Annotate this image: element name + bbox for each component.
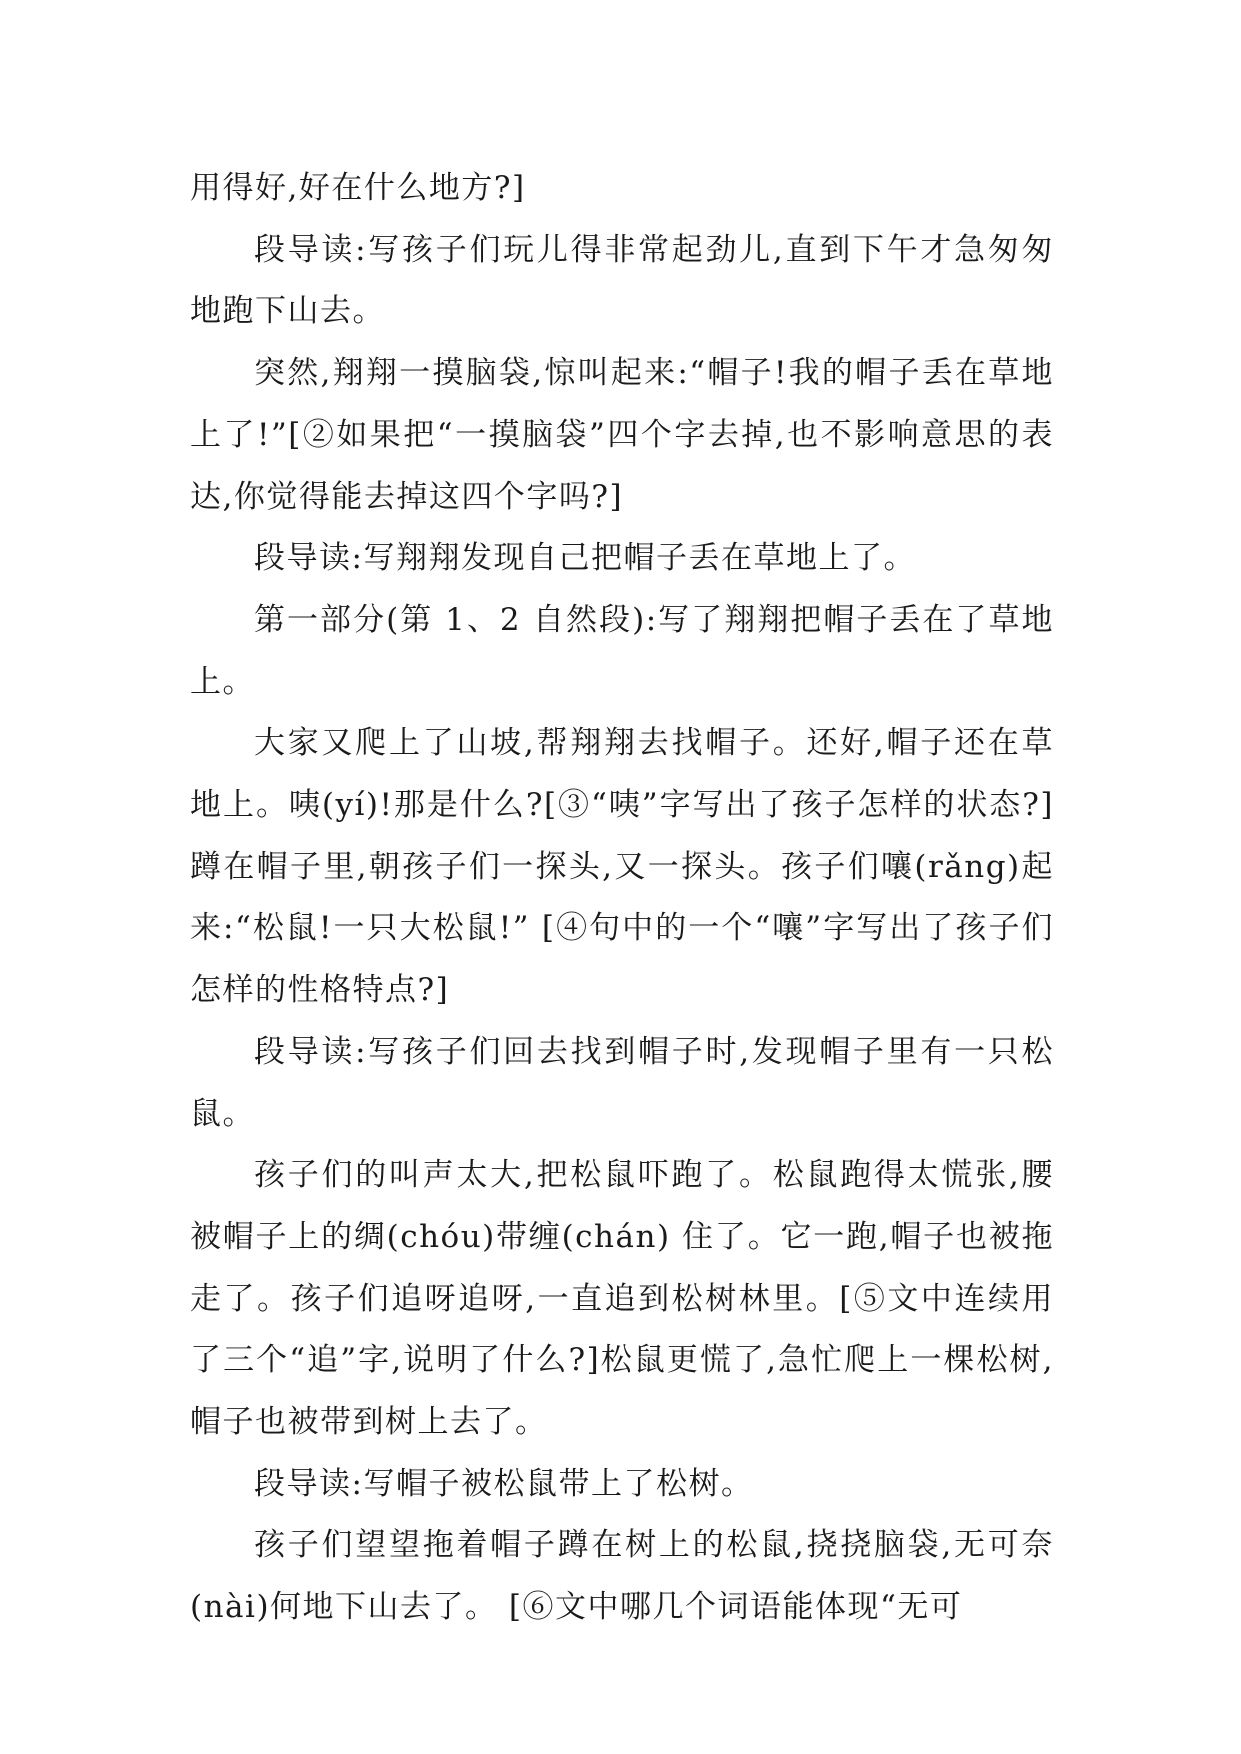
paragraph-guide-2: 段导读:写翔翔发现自己把帽子丢在草地上了。 (254, 540, 916, 577)
paragraph-continuation: 用得好,好在什么地方?] (190, 170, 526, 206)
paragraph-chase: 孩子们的叫声太大,把松鼠吓跑了。松鼠跑得太慌张,腰被帽子上的绸(chóu)带缠(chán) 住了。它一跑,帽子也被拖走了。孩子们追呀追呀,一直追到松树林里。[⑤文中连续用了三个“追”字,说明了什么?]松鼠更慌了,急忙爬上一棵松树,帽子也被带到树上去了。 (190, 1157, 1054, 1441)
paragraph-guide-1: 段导读:写孩子们玩儿得非常起劲儿,直到下午才急匆匆地跑下山去。 (190, 231, 1054, 330)
paragraph-guide-3: 段导读:写孩子们回去找到帽子时,发现帽子里有一只松鼠。 (190, 1033, 1054, 1132)
paragraph-hat-lost: 突然,翔翔一摸脑袋,惊叫起来:“帽子!我的帽子丢在草地上了!”[②如果把“一摸脑袋”四个字去掉,也不影响意思的表达,你觉得能去掉这四个字吗?] (190, 355, 1054, 515)
paragraph-guide-4: 段导读:写帽子被松鼠带上了松树。 (254, 1465, 754, 1502)
paragraph-squirrel-found: 大家又爬上了山坡,帮翔翔去找帽子。还好,帽子还在草地上。咦(yí)!那是什么?[③“咦”字写出了孩子怎样的状态?]蹲在帽子里,朝孩子们一探头,又一探头。孩子们嚷(rǎng)起来:“松鼠!一只大松鼠!” [④句中的一个“嚷”字写出了孩子们怎样的性格特点?] (190, 725, 1054, 1009)
body-text (190, 158, 1054, 1639)
paragraph-give-up: 孩子们望望拖着帽子蹲在树上的松鼠,挠挠脑袋,无可奈(nài)何地下山去了。 [⑥文中哪几个词语能体现“无可 (190, 1527, 1054, 1626)
paragraph-part-one-summary: 第一部分(第 1、2 自然段):写了翔翔把帽子丢在了草地上。 (190, 601, 1054, 700)
